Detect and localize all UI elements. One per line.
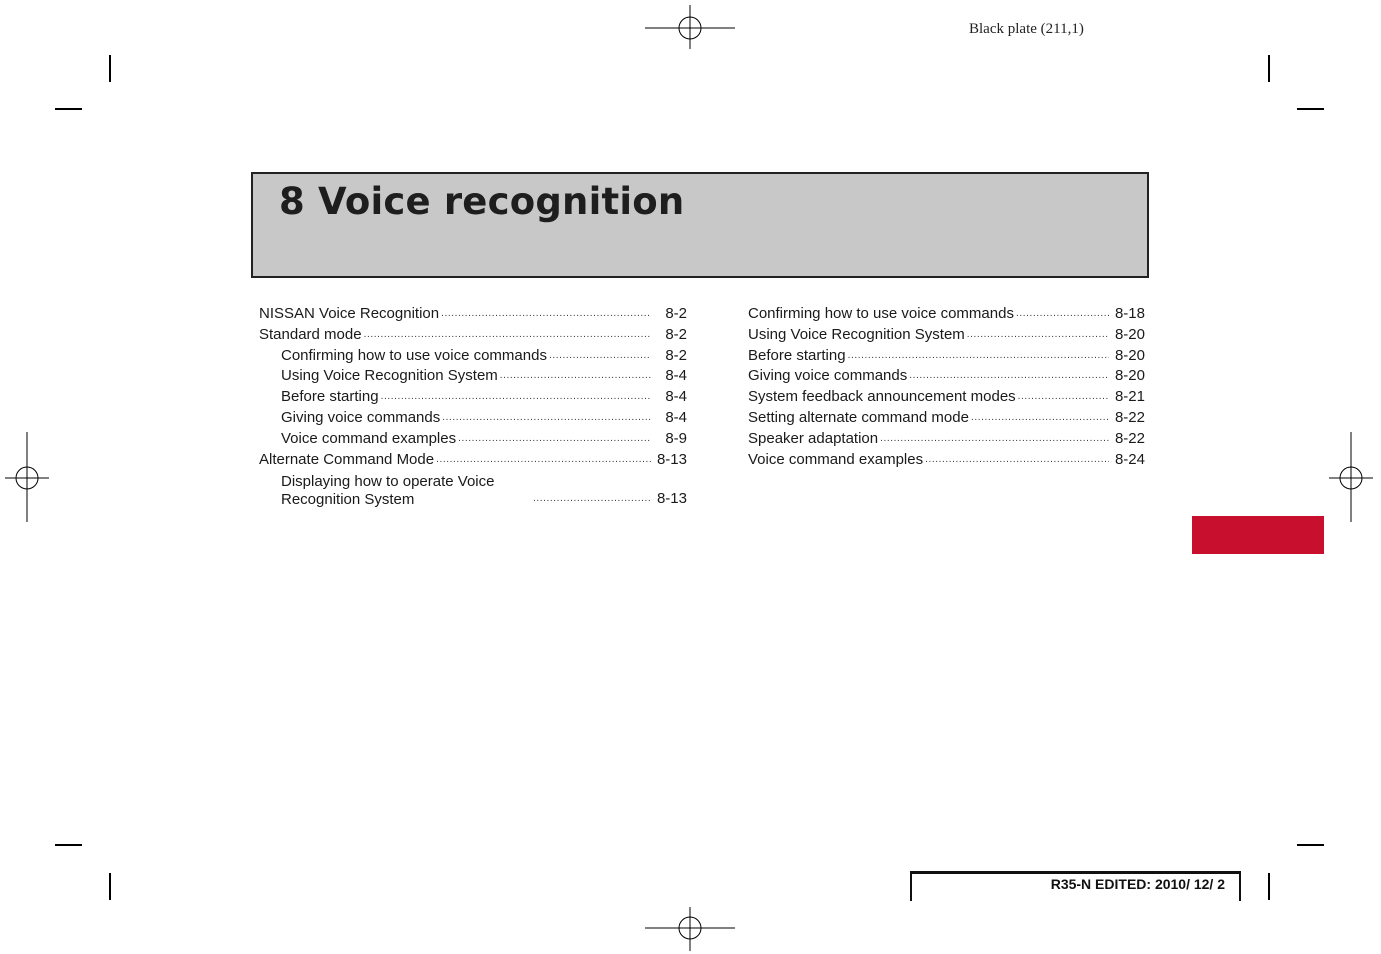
toc-entry[interactable] bbox=[748, 366, 1145, 387]
toc-entry-page: 8-9 bbox=[665, 429, 687, 447]
toc-left-column bbox=[259, 304, 687, 509]
chapter-tab bbox=[1192, 516, 1324, 554]
toc-entry[interactable] bbox=[259, 408, 687, 429]
toc-entry-label: Alternate Command Mode bbox=[259, 450, 435, 468]
toc-entry-label: Speaker adaptation bbox=[748, 429, 879, 447]
toc-leader-dots bbox=[458, 429, 651, 450]
toc-leader-dots bbox=[442, 408, 651, 429]
toc-entry-page: 8-18 bbox=[1114, 305, 1145, 322]
toc-entry-page: 8-13 bbox=[656, 489, 687, 507]
toc-entry-label: Voice command examples bbox=[748, 450, 924, 468]
plate-label: Black plate (211,1) bbox=[969, 21, 1084, 37]
toc-leader-dots bbox=[967, 325, 1109, 346]
toc-entry-label: Displaying how to operate Voice Recognition System bbox=[281, 473, 495, 509]
toc-entry-page: 8-2 bbox=[665, 346, 687, 364]
toc-entry-page: 8-20 bbox=[1114, 346, 1145, 364]
crop-mark bbox=[1297, 108, 1324, 110]
toc-entry[interactable] bbox=[259, 304, 687, 325]
toc-leader-dots bbox=[500, 366, 651, 387]
toc-entry-label: Using Voice Recognition System bbox=[281, 367, 498, 385]
toc-leader-dots bbox=[880, 429, 1109, 450]
toc-entry-label: Confirming how to use voice commands bbox=[748, 305, 1014, 322]
edited-footer-text: R35-N EDITED: 2010/ 12/ 2 bbox=[1050, 876, 1225, 892]
crop-mark bbox=[55, 844, 82, 846]
toc-entry[interactable] bbox=[259, 366, 687, 387]
toc-entry-label: System feedback announcement modes bbox=[748, 388, 1016, 406]
toc-entry-page: 8-21 bbox=[1114, 388, 1145, 406]
toc-entry-label: Giving voice commands bbox=[748, 367, 908, 385]
toc-entry-label: Using Voice Recognition System bbox=[748, 325, 965, 343]
toc-entry[interactable] bbox=[259, 450, 687, 471]
toc-entry-label: Before starting bbox=[748, 346, 846, 364]
registration-mark-icon bbox=[645, 907, 735, 951]
toc-entry[interactable] bbox=[748, 429, 1145, 450]
toc-entry[interactable] bbox=[748, 450, 1145, 471]
toc-entry-page: 8-22 bbox=[1114, 408, 1145, 426]
crop-mark bbox=[55, 108, 82, 110]
toc-leader-dots bbox=[364, 325, 651, 346]
chapter-title: 8 Voice recognition bbox=[279, 180, 685, 223]
toc-entry-label: Giving voice commands bbox=[281, 408, 441, 426]
registration-mark-icon bbox=[1329, 432, 1373, 522]
toc-entry[interactable] bbox=[259, 470, 687, 509]
toc-entry-label: Before starting bbox=[281, 388, 379, 406]
chapter-title-box bbox=[251, 172, 1149, 278]
toc-entry[interactable] bbox=[259, 346, 687, 367]
toc-entry[interactable] bbox=[748, 304, 1145, 325]
registration-mark-icon bbox=[645, 5, 735, 49]
toc-entry[interactable] bbox=[748, 387, 1145, 408]
toc-entry[interactable] bbox=[259, 429, 687, 450]
toc-entry-page: 8-20 bbox=[1114, 325, 1145, 343]
toc-entry-page: 8-2 bbox=[665, 325, 687, 343]
crop-mark bbox=[1297, 844, 1324, 846]
crop-mark bbox=[109, 55, 111, 82]
toc-entry-page: 8-13 bbox=[656, 450, 687, 468]
toc-entry-label: NISSAN Voice Recognition bbox=[259, 305, 440, 322]
toc-entry[interactable] bbox=[748, 346, 1145, 367]
toc-entry-page: 8-4 bbox=[665, 408, 687, 426]
toc-entry-label: Confirming how to use voice commands bbox=[281, 346, 547, 364]
toc-entry-label: Voice command examples bbox=[281, 429, 457, 447]
toc-leader-dots bbox=[441, 304, 651, 325]
toc-entry-page: 8-4 bbox=[665, 388, 687, 406]
toc-entry-page: 8-22 bbox=[1114, 429, 1145, 447]
crop-mark bbox=[1268, 55, 1270, 82]
toc-right-column bbox=[748, 304, 1145, 470]
registration-mark-icon bbox=[5, 432, 49, 522]
toc-entry-page: 8-20 bbox=[1114, 367, 1145, 385]
toc-leader-dots bbox=[1018, 387, 1109, 408]
toc-entry-page: 8-2 bbox=[665, 305, 687, 322]
toc-leader-dots bbox=[848, 346, 1109, 367]
toc-entry[interactable] bbox=[748, 325, 1145, 346]
toc-leader-dots bbox=[1016, 304, 1109, 325]
toc-entry-label: Standard mode bbox=[259, 325, 362, 343]
toc-entry[interactable] bbox=[259, 325, 687, 346]
crop-mark bbox=[1268, 873, 1270, 900]
toc-entry-page: 8-24 bbox=[1114, 450, 1145, 468]
toc-entry[interactable] bbox=[259, 387, 687, 408]
toc-leader-dots bbox=[909, 366, 1109, 387]
toc-entry-page: 8-4 bbox=[665, 367, 687, 385]
toc-leader-dots bbox=[381, 387, 651, 408]
toc-leader-dots bbox=[971, 408, 1109, 429]
toc-entry-label: Setting alternate command mode bbox=[748, 408, 969, 426]
toc-entry[interactable] bbox=[748, 408, 1145, 429]
crop-mark bbox=[109, 873, 111, 900]
edited-footer-box bbox=[910, 871, 1241, 901]
toc-leader-dots bbox=[533, 489, 651, 510]
toc-leader-dots bbox=[549, 346, 651, 367]
toc-leader-dots bbox=[925, 450, 1109, 471]
toc-leader-dots bbox=[436, 450, 651, 471]
